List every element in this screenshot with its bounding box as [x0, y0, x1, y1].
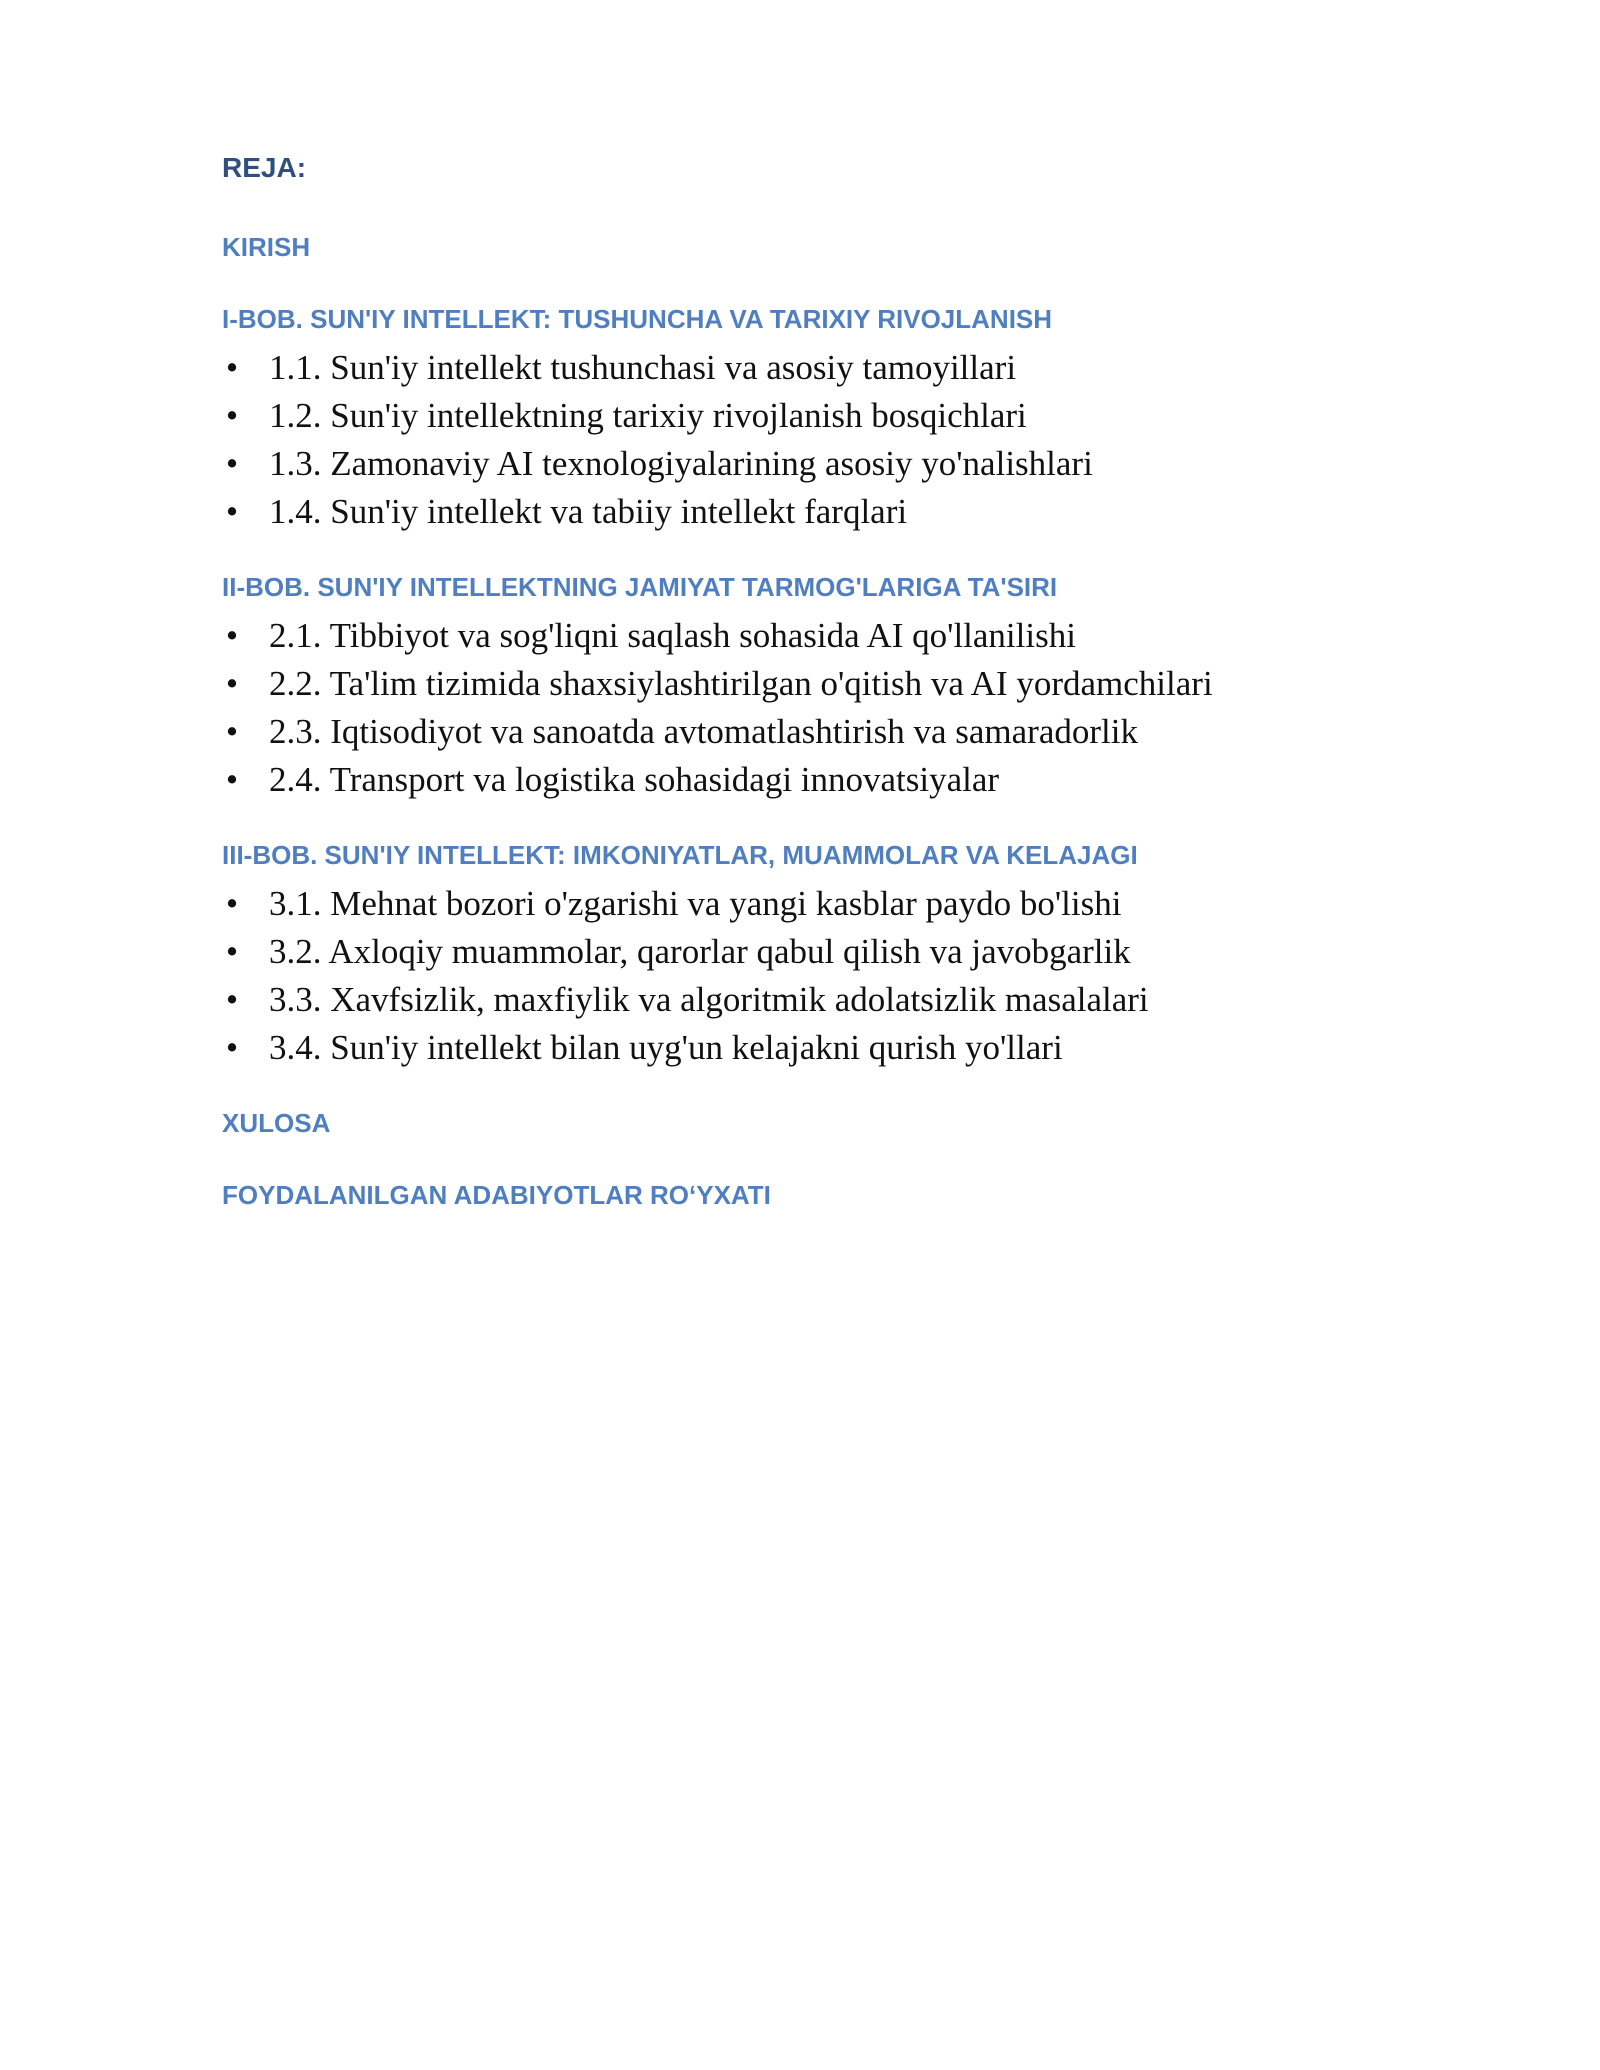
list-item-text: 2.4. Transport va logistika sohasidagi innovatsiyalar: [269, 760, 1000, 799]
bullet-icon: •: [225, 980, 239, 1019]
bullet-icon: •: [225, 884, 239, 923]
bullet-icon: •: [225, 1028, 239, 1067]
list-item: [222, 976, 1382, 1024]
list-item-text: 3.2. Axloqiy muammolar, qarorlar qabul qilish va javobgarlik: [269, 932, 1131, 971]
bullet-icon: •: [225, 760, 239, 799]
chapter-2: [222, 570, 1382, 804]
list-item-text: 2.3. Iqtisodiyot va sanoatda avtomatlashtirish va samaradorlik: [269, 712, 1138, 751]
chapter-heading: II-BOB. SUN'IY INTELLEKTNING JAMIYAT TARMOG'LARIGA TA'SIRI: [222, 572, 1058, 602]
bullet-icon: •: [225, 396, 239, 435]
list-item: [222, 708, 1382, 756]
document-page: [222, 150, 1382, 1212]
list-item: [222, 612, 1382, 660]
references-heading: FOYDALANILGAN ADABIYOTLAR RO‘YXATI: [222, 1180, 771, 1210]
list-item: [222, 660, 1382, 708]
list-item-text: 3.1. Mehnat bozori o'zgarishi va yangi kasblar paydo bo'lishi: [269, 884, 1122, 923]
chapter-1-list: [222, 344, 1382, 536]
list-item-text: 1.3. Zamonaviy AI texnologiyalarining asosiy yo'nalishlari: [269, 444, 1093, 483]
list-item: [222, 344, 1382, 392]
bullet-icon: •: [225, 348, 239, 387]
list-item: [222, 488, 1382, 536]
list-item-text: 1.2. Sun'iy intellektning tarixiy rivojlanish bosqichlari: [269, 396, 1027, 435]
list-item: [222, 440, 1382, 488]
list-item-text: 3.3. Xavfsizlik, maxfiylik va algoritmik adolatsizlik masalalari: [269, 980, 1149, 1019]
bullet-icon: •: [225, 664, 239, 703]
bullet-icon: •: [225, 616, 239, 655]
list-item-text: 2.1. Tibbiyot va sog'liqni saqlash sohasida AI qo'llanilishi: [269, 616, 1076, 655]
conclusion-heading: XULOSA: [222, 1108, 331, 1138]
list-item-text: 1.4. Sun'iy intellekt va tabiiy intellekt farqlari: [269, 492, 908, 531]
bullet-icon: •: [225, 492, 239, 531]
list-item: [222, 1024, 1382, 1072]
bullet-icon: •: [225, 712, 239, 751]
list-item-text: 2.2. Ta'lim tizimida shaxsiylashtirilgan o'qitish va AI yordamchilari: [269, 664, 1213, 703]
plan-title: REJA:: [222, 152, 307, 183]
chapter-2-list: [222, 612, 1382, 804]
intro-heading: KIRISH: [222, 232, 311, 262]
bullet-icon: •: [225, 932, 239, 971]
list-item-text: 3.4. Sun'iy intellekt bilan uyg'un kelajakni qurish yo'llari: [269, 1028, 1063, 1067]
chapter-1: [222, 302, 1382, 536]
list-item: [222, 392, 1382, 440]
chapter-3-list: [222, 880, 1382, 1072]
list-item: [222, 928, 1382, 976]
chapter-heading: III-BOB. SUN'IY INTELLEKT: IMKONIYATLAR, MUAMMOLAR VA KELAJAGI: [222, 840, 1138, 870]
list-item: [222, 880, 1382, 928]
list-item: [222, 756, 1382, 804]
bullet-icon: •: [225, 444, 239, 483]
list-item-text: 1.1. Sun'iy intellekt tushunchasi va asosiy tamoyillari: [269, 348, 1017, 387]
chapter-3: [222, 838, 1382, 1072]
chapter-heading: I-BOB. SUN'IY INTELLEKT: TUSHUNCHA VA TARIXIY RIVOJLANISH: [222, 304, 1053, 334]
